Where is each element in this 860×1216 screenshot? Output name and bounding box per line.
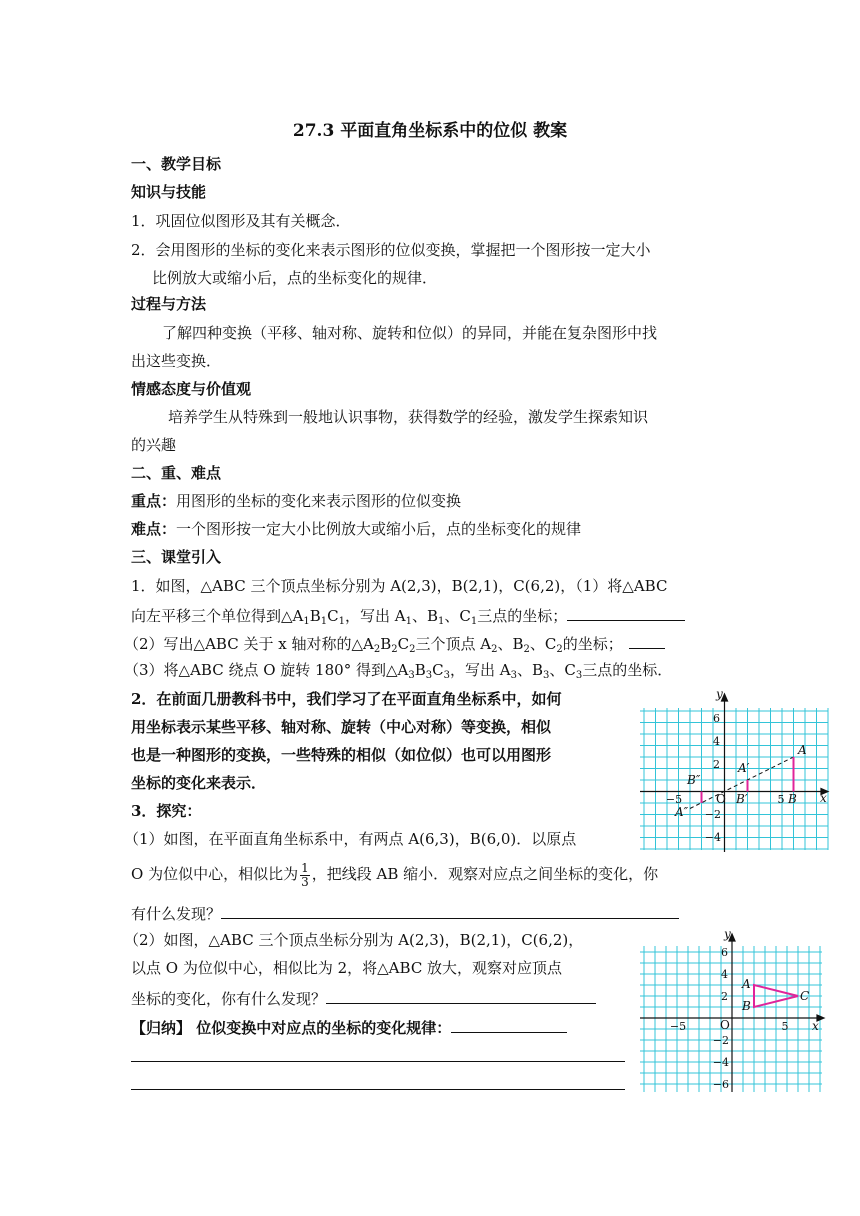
attitude-text-cont: 的兴趣 xyxy=(131,436,177,454)
key-point xyxy=(131,491,461,511)
knowledge-item-2-cont: 比例放大或缩小后，点的坐标变化的规律． xyxy=(152,269,438,287)
knowledge-item-1: 1．巩固位似图形及其有关概念． xyxy=(131,212,351,230)
process-text-cont: 出这些变换． xyxy=(131,352,222,370)
answer-blank-line[interactable] xyxy=(131,1089,625,1090)
y-axis-label: y xyxy=(716,688,723,701)
knowledge-item-2: 2．会用图形的坐标的变化来表示图形的位似变换，掌握把一个图形按一定大小 xyxy=(131,241,651,259)
y-tick-label: 4 xyxy=(713,735,720,748)
subheading-knowledge: 知识与技能 xyxy=(131,183,207,201)
x-tick-label: −5 xyxy=(669,1020,687,1033)
question-1: 1．如图，△ABC 三个顶点坐标分别为 A(2,3)，B(2,1)，C(6,2)，（1）将△ABC xyxy=(131,577,668,595)
difficult-point xyxy=(131,519,581,539)
y-tick-label: −2 xyxy=(704,808,721,821)
answer-blank[interactable] xyxy=(326,987,596,1004)
y-tick-label: −2 xyxy=(712,1034,729,1047)
answer-blank[interactable] xyxy=(567,604,685,621)
x-axis-label: x xyxy=(812,1019,819,1033)
ratio-fraction: $\frac{1}{3}$ xyxy=(301,860,309,889)
y-tick-label: 2 xyxy=(713,758,720,771)
point-A2-label: A″ xyxy=(675,805,689,819)
question-2: 2．在前面几册教科书中，我们学习了在平面直角坐标系中，如何 xyxy=(131,690,562,708)
y-tick-label: 2 xyxy=(721,990,728,1003)
y-axis-label: y xyxy=(724,928,731,941)
grid-lines xyxy=(640,708,828,850)
x-axis-label: x xyxy=(820,791,827,805)
origin-label: O xyxy=(720,1018,730,1032)
x-tick-label: 5 xyxy=(777,793,785,806)
axes xyxy=(640,934,824,1092)
key-point-text: 用图形的坐标的变化来表示图形的位似变换 xyxy=(176,492,462,510)
x-tick-label: 5 xyxy=(781,1020,789,1033)
coordinate-graph-1 xyxy=(636,688,832,854)
y-tick-label: 6 xyxy=(713,712,720,725)
section-heading-objectives: 一、教学目标 xyxy=(131,155,222,173)
y-tick-label: −4 xyxy=(712,1056,729,1069)
question-3-part-1: （1）如图，在平面直角坐标系中，有两点 A(6,3)，B(6,0)．以原点 xyxy=(124,830,577,848)
answer-blank[interactable] xyxy=(221,902,679,919)
question-2-cont-2: 也是一种图形的变换，一些特殊的相似（如位似）也可以用图形 xyxy=(131,746,552,764)
question-1-part-2: （2）写出△ABC 关于 x 轴对称的$\triangle A_2B_2C_2$三个顶点 $A_2$、$B_2$、$C_2$的坐标； xyxy=(124,632,665,660)
point-B2-label: B″ xyxy=(687,773,701,787)
difficult-point-label: 难点： xyxy=(131,520,177,538)
answer-blank-line[interactable] xyxy=(131,1061,625,1062)
point-B-label: B xyxy=(788,792,797,806)
question-3-part-1-cont: O 为位似中心，相似比为 $\frac{1}{3}$ ，把线段 AB 缩小．观察对应点之间坐标的变化，你 xyxy=(131,860,659,889)
summary: 【归纳】 位似变换中对应点的坐标的变化规律： xyxy=(131,1016,567,1038)
section-heading-intro: 三、课堂引入 xyxy=(131,548,222,566)
question-3-heading: 3．探究： xyxy=(131,802,202,820)
section-heading-key-points: 二、重、难点 xyxy=(131,464,222,482)
question-1-part-3: （3）将△ABC 绕点 O 旋转 180° 得到$\triangle A_3B_3C_3$，写出 $A_3$、$B_3$、$C_3$三点的坐标． xyxy=(124,661,673,681)
question-3-part-2: （2）如图，△ABC 三个顶点坐标分别为 A(2,3)，B(2,1)，C(6,2)， xyxy=(124,931,584,949)
question-3-part-1-end: 有什么发现？ xyxy=(131,902,679,924)
answer-blank[interactable] xyxy=(451,1016,567,1033)
y-tick-label: 6 xyxy=(721,946,728,959)
subheading-process: 过程与方法 xyxy=(131,295,207,313)
point-B-label: B xyxy=(742,999,751,1013)
axes xyxy=(640,694,828,852)
x-tick-label: −5 xyxy=(665,793,683,806)
question-1-part-1: 向左平移三个单位得到$\triangle A_1B_1C_1$，写出 $A_1$、$B_1$、$C_1$三点的坐标； xyxy=(131,604,685,632)
origin-label: O xyxy=(716,792,726,806)
y-tick-label: −4 xyxy=(704,831,721,844)
question-2-cont-3: 坐标的变化来表示． xyxy=(131,774,267,792)
page-title: 27.3 平面直角坐标系中的位似 教案 xyxy=(292,121,568,141)
coordinate-graph-2 xyxy=(638,928,826,1094)
process-text: 了解四种变换（平移、轴对称、旋转和位似）的异同，并能在复杂图形中找 xyxy=(162,324,658,342)
subheading-attitude: 情感态度与价值观 xyxy=(131,380,252,398)
question-3-part-2-cont: 以点 O 为位似中心，相似比为 2，将△ABC 放大，观察对应顶点 xyxy=(131,959,563,977)
attitude-text: 培养学生从特殊到一般地认识事物，获得数学的经验，激发学生探索知识 xyxy=(168,408,649,426)
y-tick-label: −6 xyxy=(712,1078,729,1091)
key-point-label: 重点： xyxy=(131,492,177,510)
question-2-cont-1: 用坐标表示某些平移、轴对称、旋转（中心对称）等变换，相似 xyxy=(131,718,552,736)
point-A-label: A xyxy=(798,743,807,757)
difficult-point-text: 一个图形按一定大小比例放大或缩小后，点的坐标变化的规律 xyxy=(176,520,582,538)
point-C-label: C xyxy=(800,989,810,1003)
question-3-part-2-end: 坐标的变化，你有什么发现？ xyxy=(131,987,596,1009)
point-A1-label: A′ xyxy=(738,761,750,775)
point-A-label: A xyxy=(742,977,751,991)
answer-blank[interactable] xyxy=(629,632,665,649)
point-B1-label: B′ xyxy=(736,792,748,806)
grid-lines xyxy=(640,946,822,1092)
y-tick-label: 4 xyxy=(721,968,728,981)
